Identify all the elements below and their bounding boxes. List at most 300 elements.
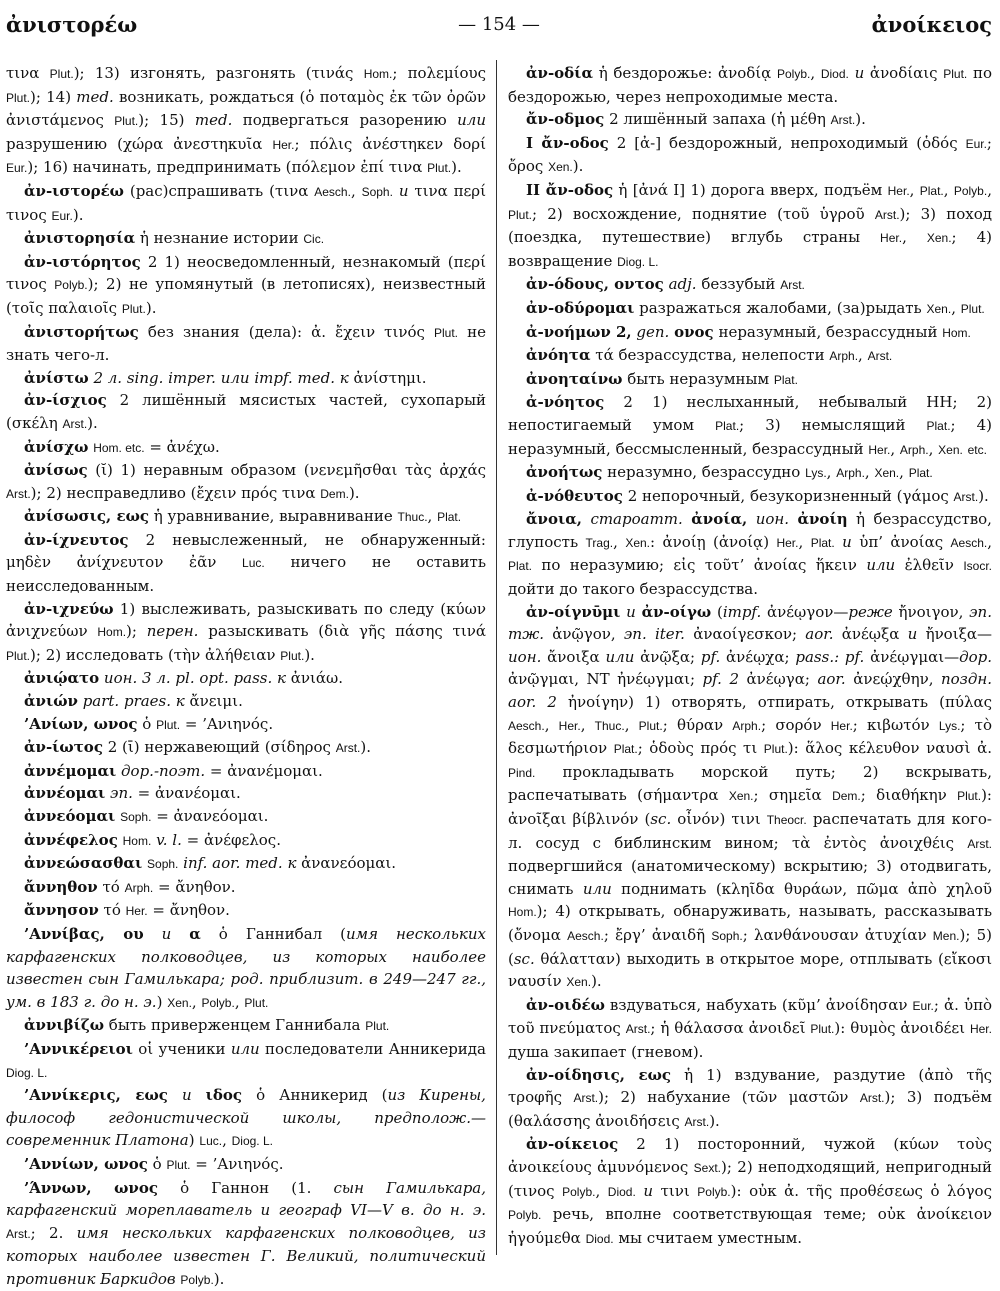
entry-text: Soph. <box>147 857 178 871</box>
entry-text: распечатать для кого-л. сосуд с библинским вином; τὰ ἐντὸς ἀνοιχθέις <box>508 810 992 852</box>
entry-text: = ἀνανέομαι. <box>133 784 241 802</box>
entry-text: Plut. <box>6 649 30 663</box>
entry-text: Soph. <box>362 185 393 199</box>
entry-text: Her. <box>559 719 581 733</box>
entry-text: и <box>626 603 636 621</box>
entry-text: ). <box>591 972 602 990</box>
entry-text: ; ἔργ’ ἀναιδῆ <box>604 926 712 944</box>
entry-text: Arst. <box>573 1091 598 1105</box>
headword: ἀνόητα <box>526 346 591 364</box>
dictionary-entry <box>6 923 486 1014</box>
entry-text: ). <box>978 487 989 505</box>
entry-text: Polyb. <box>697 1185 730 1199</box>
entry-text: ): θυμὸς ἀνοιδέει <box>834 1019 970 1037</box>
entry-text: : ἀνοίῃ (ἀνοίᾳ) <box>650 533 776 551</box>
dictionary-entry <box>6 852 486 876</box>
entry-text: Xen. <box>566 975 591 989</box>
entry-text: не знать чего-л. <box>6 323 486 365</box>
entry-text: Plut. <box>114 114 138 128</box>
dictionary-entry <box>6 436 486 460</box>
entry-text: Her. <box>776 536 798 550</box>
entry-text: неразумно, безрассудно <box>602 463 805 481</box>
dictionary-entry <box>508 273 992 297</box>
entry-text: ἀνῷξα; <box>634 648 701 666</box>
entry-text: эп. iter. <box>624 625 685 643</box>
entry-text: Polyb. <box>508 1208 541 1222</box>
entry-text: беззубый <box>697 275 781 293</box>
entry-text: Arst. <box>954 490 979 504</box>
entry-text: поднимать (κληῖδα θυράων, πῶμα ἀπὸ χηλοῦ <box>612 880 992 898</box>
headword: II ἄν-οδος <box>526 181 613 199</box>
entry-text: ἄνειμι. <box>185 692 243 710</box>
dictionary-entry <box>508 108 992 132</box>
headword: ἀν-οιδέω <box>526 996 605 1014</box>
headword: ἀνίσως <box>24 461 88 479</box>
entry-text: τό <box>98 878 125 896</box>
entry-text: impf. <box>723 603 761 621</box>
entry-text: Her. <box>868 443 890 457</box>
dictionary-entry <box>6 227 486 251</box>
entry-text: ἀνῷγον, <box>544 625 624 643</box>
headword: ἀνοίη <box>797 510 847 528</box>
left-column <box>6 62 486 1252</box>
entry-text: и <box>842 533 852 551</box>
headword: ἀνιῴατο <box>24 669 99 687</box>
headword: ’Ανίων, ωνος <box>24 715 138 733</box>
entry-text <box>192 1086 206 1104</box>
entry-text: эп. <box>110 784 133 802</box>
dictionary-entry <box>6 805 486 829</box>
entry-text: ἀνιάω. <box>286 669 343 687</box>
headword: ἀ-νοήμων 2, <box>526 323 632 341</box>
entry-text: Luc. <box>242 556 265 570</box>
entry-text: Polyb. <box>180 1273 213 1287</box>
entry-text: Arst. <box>6 487 31 501</box>
entry-text: ἀνέῳγμαι— <box>864 648 959 666</box>
entry-text: 2 1) посторонний, чужой (κύων τοὺς ἀνοικείους ἀμυνόμενος <box>508 1135 992 1176</box>
entry-text: Soph. <box>120 810 151 824</box>
dictionary-entry <box>6 321 486 367</box>
entry-text: aor. <box>817 670 845 688</box>
entry-text: Plut. <box>810 1022 834 1036</box>
dictionary-entry <box>508 1064 992 1134</box>
right-guide-word: ἀνοίκειος <box>872 12 992 37</box>
entry-text: Arst. <box>336 741 361 755</box>
entry-text: ἡ незнание истории <box>135 229 303 247</box>
entry-text: , <box>890 440 900 458</box>
dictionary-entry <box>508 132 992 179</box>
entry-text: без знания (дела): ἀ. ἔχειν τινός <box>139 323 434 341</box>
entry-text: по неразумию; εἰς τοῦτ’ ἀνοίας ἥκειν <box>532 556 866 574</box>
headword: ἀνοηταίνω <box>526 370 622 388</box>
page-header <box>6 12 992 46</box>
entry-text: Arst. <box>626 1022 651 1036</box>
entry-text: ; 2) восхождение, поднятие (τοῦ ὑγροῦ <box>532 205 875 223</box>
entry-text: ἀνέῳγον— <box>761 603 848 621</box>
entry-text: Eur. <box>52 209 73 223</box>
entry-text: ). <box>573 157 584 175</box>
headword: ἀνίστω <box>24 369 89 387</box>
entry-text: , <box>625 716 639 734</box>
entry-text: ὁ Анникерид ( <box>242 1086 387 1104</box>
entry-text: неразумный, безрассудный <box>714 323 943 341</box>
entry-text: ). <box>360 738 371 756</box>
headword: ἄννησον <box>24 901 99 919</box>
headword: ἀννεόομαι <box>24 807 115 825</box>
entry-text: Aesch. <box>567 929 604 943</box>
headword: ιδος <box>206 1086 242 1104</box>
entry-text: ). <box>304 646 315 664</box>
entry-text: ὁ <box>148 1155 167 1173</box>
entry-text: имя нескольких карфагенских полководцев, из которых наиболее известен Г. Великий, политический противник Баркидов <box>6 1224 486 1288</box>
dictionary-entry <box>508 485 992 509</box>
headword: ἀν-οίγνῡμι <box>526 603 620 621</box>
entry-text: Arst. <box>6 1227 31 1241</box>
headword: ἀνίσωσις, εως <box>24 507 149 525</box>
entry-text: Xen. <box>167 996 192 1010</box>
entry-text: Diod. <box>586 1232 614 1246</box>
entry-text: Polyb. <box>954 184 987 198</box>
entry-text: Trag. <box>586 536 614 550</box>
entry-text: дор. <box>959 648 992 666</box>
entry-text: мы считаем уместным. <box>614 1229 802 1247</box>
headword: ἀν-ίωτος <box>24 738 103 756</box>
entry-text: τινι <box>653 1182 697 1200</box>
entry-text: ὁ Ганнибал ( <box>201 925 346 943</box>
entry-text: , <box>827 463 837 481</box>
entry-text: ἀνεῴχθην, <box>846 670 941 688</box>
entry-text: Dem. <box>832 789 861 803</box>
entry-text: τά безрассудства, нелепости <box>591 346 830 364</box>
entry-text: Her. <box>831 719 853 733</box>
entry-text: Arst. <box>780 278 805 292</box>
entry-text: , <box>613 533 625 551</box>
entry-text: ); 2) неподходящий, непригодный (τινος <box>508 1158 992 1200</box>
entry-text: Plut. <box>6 91 30 105</box>
entry-text: ; πολεμίους <box>392 64 486 82</box>
entry-text: adj. <box>669 275 697 293</box>
entry-text: ( <box>711 603 723 621</box>
entry-text: Diod. <box>608 1185 636 1199</box>
entry-text: ). <box>146 299 157 317</box>
entry-text: Xen. <box>927 302 952 316</box>
entry-text: ἀνοδίαις <box>864 64 943 82</box>
headword: ἄνοια, <box>526 510 582 528</box>
entry-text: Arph. <box>732 719 761 733</box>
headword: α <box>189 925 201 943</box>
entry-text: , <box>944 181 954 199</box>
entry-text: Aesch. <box>951 536 988 550</box>
entry-text: Polyb. <box>777 67 810 81</box>
dictionary-entry <box>6 1084 486 1153</box>
entry-text: Plut. <box>427 161 451 175</box>
dictionary-entry <box>6 251 486 321</box>
headword: ἀν-ιχνεύω <box>24 600 114 618</box>
entry-text: и <box>399 182 409 200</box>
entry-text: Arst. <box>831 113 856 127</box>
entry-text: ; ὄρος <box>508 134 992 176</box>
entry-text: ὁ <box>138 715 157 733</box>
entry-text: ион. 3 л. pl. opt. pass. к <box>104 669 286 687</box>
entry-text: Arst. <box>868 349 893 363</box>
entry-text: Plat. <box>508 559 532 573</box>
entry-text: ἡ 1) вздувание, раздутие (ἀπὸ τῆς τροφῆς <box>508 1066 992 1107</box>
entry-text: Xen. <box>625 536 650 550</box>
entry-text: Aesch. <box>508 719 545 733</box>
entry-text: ὑπ’ ἀνοίας <box>852 533 951 551</box>
entry-text: и <box>908 625 918 643</box>
entry-text: ): οὐκ ἀ. τῆς προθέσεως ὁ λόγος <box>731 1182 992 1200</box>
dictionary-entry <box>6 389 486 435</box>
entry-text: душа закипает (гневом). <box>508 1043 703 1061</box>
entry-text: ; σημεῖα <box>754 786 833 804</box>
entry-text: вздуваться, набухать (κῦμ’ ἀνοίδησαν <box>605 996 913 1014</box>
entry-text: 2 1) неслыханный, небывалый HH; 2) непостигаемый умом <box>508 393 992 434</box>
entry-text: 2 непорочный, безукоризненный (γάμος <box>623 487 954 505</box>
headword: ἀνιστορήτως <box>24 323 139 341</box>
headword: ἄννηθον <box>24 878 98 896</box>
headword: ονος <box>674 323 714 341</box>
entry-text: ; πόλις ἀνέστηκεν δορί <box>294 135 486 153</box>
entry-text: Hom. <box>508 905 537 919</box>
entry-text: ἠνοίγην) 1) отворять, отпирать, открывать (πύλας <box>557 693 992 711</box>
dictionary-entry <box>508 297 992 321</box>
entry-text: ἡ бездорожье: ἀνοδίᾳ <box>593 64 777 82</box>
entry-text: или <box>605 648 634 666</box>
entry-text: ἀνίστημι. <box>349 369 427 387</box>
entry-text: ); 16) начинать, предпринимать (πόλεμον ἐπί τινα <box>27 158 427 176</box>
dictionary-entry <box>6 736 486 760</box>
entry-text: ): ἀνοῖξαι βίβλινόν ( <box>508 786 992 828</box>
entry-text: , <box>428 507 438 525</box>
dictionary-entry <box>508 368 992 392</box>
entry-text: , <box>910 181 920 199</box>
headword: ἀννέφελος <box>24 831 118 849</box>
entry-text: Dem. <box>320 487 349 501</box>
dictionary-entry <box>508 508 992 600</box>
entry-text: ); 15) <box>138 111 195 129</box>
dictionary-entry <box>6 1038 486 1084</box>
entry-text: Plut. <box>961 302 985 316</box>
entry-text: ἀνῷγμαι, NT ἠνέῳγμαι; <box>508 670 703 688</box>
entry-text: ). <box>87 414 98 432</box>
entry-text: Men. <box>933 929 960 943</box>
headword: I ἄν-οδος <box>526 134 609 152</box>
entry-text: ἀνανεόομαι. <box>296 854 396 872</box>
entry-text: Arph. <box>829 349 858 363</box>
entry-text: 2 лишённый мясистых частей, сухопарый (σκέλη <box>6 391 486 432</box>
entry-text: Polyb. <box>562 1185 595 1199</box>
dictionary-entry <box>6 459 486 505</box>
entry-text: Plat. <box>437 510 461 524</box>
entry-text: , <box>798 533 810 551</box>
entry-text: v. l. <box>156 831 182 849</box>
entry-text: gen. <box>636 323 669 341</box>
entry-text: Plut. <box>50 67 74 81</box>
entry-text: (ῐ) 1) неравным образом (νενεμῆσθαι τὰς ἀρχάς <box>88 461 486 479</box>
entry-text: Plut. <box>122 302 146 316</box>
entry-text: = ἀνανέμομαι. <box>205 762 323 780</box>
entry-text: или <box>231 1040 260 1058</box>
entry-text: , <box>581 716 595 734</box>
entry-text: ; σορόν <box>761 716 831 734</box>
entry-text: , <box>865 463 875 481</box>
dictionary-entry <box>6 690 486 713</box>
entry-text: , <box>902 228 927 246</box>
entry-text: Soph. <box>711 929 742 943</box>
entry-text: ἡ уравнивание, выравнивание <box>149 507 398 525</box>
entry-text: sc. <box>514 950 535 968</box>
entry-text: sc. <box>650 810 671 828</box>
entry-text: поздн. aor. 2 <box>508 670 992 711</box>
entry-text: и <box>855 64 865 82</box>
entry-text: Pind. <box>508 766 535 780</box>
entry-text: речь, вполне соответствующая теме; οὐκ ἀνοίκειον ἡγούμεθα <box>508 1205 992 1247</box>
entry-text: перен. <box>147 622 199 640</box>
entry-text: разыскивать (διὰ γῆς πάσης τινά <box>198 622 486 640</box>
entry-text: Diog. L. <box>232 1134 273 1148</box>
entry-text: Plat. <box>920 184 944 198</box>
dictionary-entry <box>6 62 486 180</box>
entry-text: ἀνέῳξα <box>834 625 908 643</box>
dictionary-entry <box>508 62 992 108</box>
dictionary-entry <box>6 1014 486 1038</box>
headword: ἀν-ίσχιος <box>24 391 107 409</box>
entry-text: , <box>351 182 362 200</box>
entry-text: ἀνέῳχα; <box>720 648 795 666</box>
entry-text: ). <box>349 484 360 502</box>
entry-text: Lys. <box>939 719 961 733</box>
headword: ἀνοία, <box>691 510 747 528</box>
entry-text: Thuc. <box>595 719 625 733</box>
entry-text: Her. <box>970 1022 992 1036</box>
entry-text: Aesch. <box>314 185 351 199</box>
entry-text: Xen. <box>729 789 754 803</box>
entry-text: Arph. <box>900 443 929 457</box>
dictionary-entry <box>508 391 992 461</box>
entry-text: и <box>162 925 172 943</box>
entry-text: = ἀνέφελος. <box>182 831 281 849</box>
entry-text: и <box>643 1182 653 1200</box>
dictionary-entry <box>6 598 486 668</box>
entry-text: Thuc. <box>398 510 428 524</box>
headword: ἀννιβίζω <box>24 1016 104 1034</box>
entry-text: Plat. <box>614 742 638 756</box>
entry-text: ); 14) <box>30 88 76 106</box>
entry-text: , <box>235 993 245 1011</box>
dictionary-entry <box>508 1133 992 1250</box>
entry-text: ); 2) набухание (τῶν μαστῶν <box>598 1088 860 1106</box>
entry-text: Diog. L. <box>617 255 658 269</box>
entry-text: 2 [ἀ-] бездорожный, непроходимый (ὁδός <box>609 134 966 152</box>
dictionary-entry <box>6 505 486 529</box>
headword: ἀν-ίχνευτος <box>24 531 128 549</box>
entry-text: 2 лишённый запаха (ἡ μέθη <box>604 110 830 128</box>
entry-text: , <box>545 716 559 734</box>
headword: ἀν-ιστορέω <box>24 182 124 200</box>
headword: ἀνιστορησία <box>24 229 135 247</box>
dictionary-entry <box>508 344 992 368</box>
entry-text: ион. <box>508 648 541 666</box>
entry-text: Arst. <box>63 417 88 431</box>
entry-text: или <box>583 880 612 898</box>
entry-text: староатт. <box>590 510 682 528</box>
column-divider <box>496 60 497 1255</box>
entry-text: Plut. <box>244 996 268 1010</box>
entry-text: Xen. <box>548 160 573 174</box>
headword: ἀν-ιστόρητος <box>24 253 141 271</box>
entry-text: эп. тж. <box>508 603 992 644</box>
entry-text: ἤνοιγον, <box>893 603 969 621</box>
entry-text: , <box>987 181 992 199</box>
entry-text: , <box>951 299 961 317</box>
entry-text: ἀνέῳγα; <box>739 670 817 688</box>
entry-text: ; λανθάνουσαν ἀτυχίαν <box>743 926 933 944</box>
entry-text: , <box>858 346 868 364</box>
headword: ἀν-οδύρομαι <box>526 299 634 317</box>
entry-text: = ’Ανιηνός. <box>191 1155 284 1173</box>
headword: ἀ-νόητος <box>526 393 604 411</box>
entry-text: Plut. <box>156 718 180 732</box>
headword: ἀννεώσασθαι <box>24 854 142 872</box>
entry-text: ); 2) исследовать (τὴν ἀλήθειαν <box>30 646 280 664</box>
entry-text <box>747 510 755 528</box>
entry-text <box>168 1086 182 1104</box>
entry-text: ): ἅλος κέλευθον ναυσὶ ἀ. <box>788 739 992 757</box>
entry-text: part. praes. к <box>83 692 185 710</box>
entry-text: ); 2) несправедливо (ἔχειν πρός τινα <box>31 484 321 502</box>
entry-text: Plat. <box>715 419 739 433</box>
entry-text: подвергшийся (анатомическому) вскрытию; 3) отодвигать, снимать <box>508 857 992 898</box>
entry-text: Hom. <box>123 834 152 848</box>
entry-text: inf. aor. med. к <box>183 854 296 872</box>
entry-text: ; διαθήκην <box>861 786 957 804</box>
entry-text: Polyb. <box>201 996 234 1010</box>
entry-text: 1) выслеживать, разыскивать по следу (κύων ἀνιχνεύων <box>6 600 486 641</box>
entry-text: последователи Анникерида <box>260 1040 486 1058</box>
dictionary-entry <box>508 601 992 994</box>
entry-text: Plut. <box>280 649 304 663</box>
entry-text: ὁ Ганнон (1. <box>158 1179 334 1197</box>
entry-text: Plut. <box>166 1158 190 1172</box>
entry-text: ) <box>189 1131 200 1149</box>
dictionary-entry <box>6 529 486 598</box>
entry-text: сын Гамилькара, карфагенский мореплаватель и географ VI—V в. до н. э. <box>6 1179 486 1220</box>
entry-text: ; ἀ. ὑπὸ τοῦ πνεύματος <box>508 996 992 1038</box>
headword: ἀννέμομαι <box>24 762 116 780</box>
entry-text: τινα περί τινος <box>6 182 486 224</box>
entry-text: ); 13) изгонять, разгонять (τινάς <box>74 64 364 82</box>
entry-text: ἐλθεῖν <box>895 556 963 574</box>
entry-text: ἄνοιξα <box>541 648 605 666</box>
entry-text: Her. <box>888 184 910 198</box>
entry-text: ион. <box>756 510 789 528</box>
headword: ἀν-όδους, οντος <box>526 275 664 293</box>
entry-text: Plat. <box>811 536 835 550</box>
headword: ἄν-οδμος <box>526 110 604 128</box>
entry-text: Diod. <box>821 67 849 81</box>
entry-text: Theocr. <box>767 813 807 827</box>
entry-text: ); 5) ( <box>508 926 992 968</box>
right-column <box>508 62 992 1252</box>
entry-text: ). <box>214 1270 225 1288</box>
headword: ’Άννων, ωνος <box>24 1179 158 1197</box>
dictionary-entry <box>6 180 486 227</box>
entry-text: ; 4) неразумный, бессмысленный, безрассудный <box>508 416 992 458</box>
entry-text: разражаться жалобами, (за)рыдать <box>634 299 926 317</box>
left-guide-word: ἀνιστορέω <box>6 12 137 37</box>
entry-text: и <box>182 1086 192 1104</box>
